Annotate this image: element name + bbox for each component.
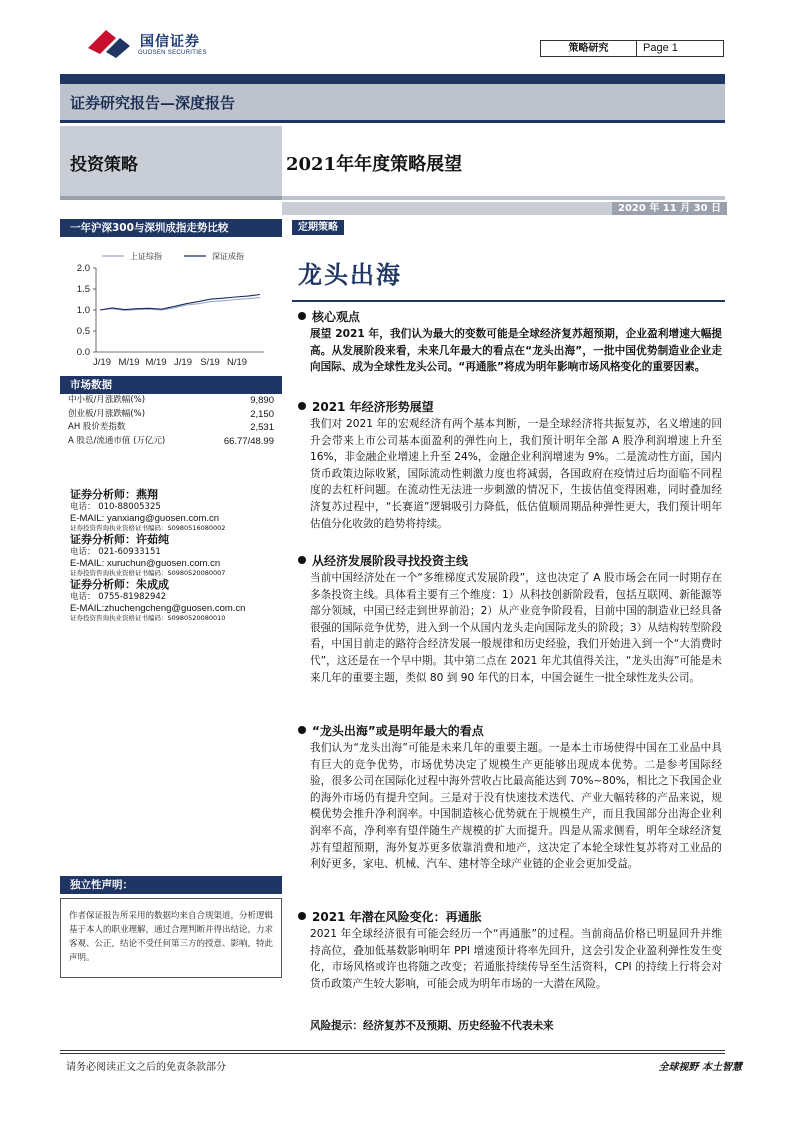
- page-number: Page 1: [643, 42, 678, 54]
- report-subtitle: 龙头出海: [298, 260, 402, 289]
- section-heading: “龙头出海”或是明年最大的看点: [298, 722, 722, 740]
- market-row: [68, 421, 274, 435]
- section-body: 2021 年全球经济很有可能会经历一个“再通胀”的过程。当前商品价格已明显回升并维持高位，叠加低基数影响明年 PPI 增速预计将率先回升，这会引发企业盈利弹性发生变化，市场风格或许也将随之改变；若通胀持续传导至生活资料，CPI 的持续上行将会对货币政策产生较大影响，可能会成为明年市场的一大潜在风险。: [310, 928, 722, 990]
- section-heading: 2021 年潜在风险变化：再通胀: [298, 908, 722, 926]
- section-body: 我们认为“龙头出海”可能是未来几年的重要主题。一是本土市场使得中国在工业品中具有巨大的竞争优势，市场优势决定了规模生产更能够出现成本优势。二是参考国际经验，很多公司在国际化过程中海外营收占比最高能达到 70%~80%，相比之下我国企业的海外市场仍有提升空间。三是对于没有快速技术迭代、产业大幅转移的产品来说，规模优势会推升净利润率。中国制造核心优势就在于规模生产，而且我国部分出海企业利润率不高，净利率有望伴随生产规模的扩大而提升。四是从需求侧看，明年全球经济复苏有望超预期，海外复苏更多依靠消费和地产，这决定了本轮全球性复苏将对工业品的利好更多，家电、机械、汽车、建材等全球产业链的企业会更加受益。: [310, 742, 722, 871]
- footer-disclaimer[interactable]: 请务必阅读正文之后的免责条款部分: [66, 1062, 226, 1073]
- logo-name-cn: 国信证券: [140, 34, 200, 50]
- analyst-phone: 电话： 021-60933151: [70, 547, 161, 557]
- report-title: 2021年年度策略展望: [286, 154, 463, 175]
- company-logo: [86, 26, 216, 62]
- x-tick-label: S/19: [200, 357, 220, 368]
- x-tick-label: J/19: [93, 357, 111, 368]
- bullet-icon: [298, 726, 306, 734]
- y-tick-label: 2.0: [76, 263, 90, 274]
- x-tick-label: J/19: [174, 357, 192, 368]
- market-label: AH 股价差指数: [68, 422, 126, 432]
- analyst-license: 证券投资咨询执业资格证书编码：S0980520080007: [70, 569, 226, 577]
- report-category: 策略研究: [541, 41, 637, 56]
- report-date: 2020 年 11 月 30 日: [612, 202, 727, 215]
- market-value: 2,531: [250, 422, 274, 433]
- section-heading: 2021 年经济形势展望: [298, 398, 722, 416]
- footer-slogan: 全球视野 本土智慧: [658, 1062, 742, 1073]
- analyst-email[interactable]: E-MAIL: yanxiang@guosen.com.cn: [70, 513, 220, 524]
- analyst-phone: 电话： 010-88005325: [70, 502, 161, 512]
- series-line-1: [100, 297, 260, 310]
- bullet-icon: [298, 912, 306, 920]
- subtitle-rule: [292, 300, 725, 302]
- analyst-block-3: [70, 578, 282, 623]
- analyst-license: 证券投资咨询执业资格证书编码：S0980516080002: [70, 524, 226, 532]
- analyst-email[interactable]: E-MAIL: xuruchun@guosen.com.cn: [70, 558, 221, 569]
- y-tick-label: 0.5: [76, 326, 90, 337]
- x-tick-label: N/19: [226, 357, 248, 368]
- market-label: A 股总/流通市值 (万亿元): [68, 435, 166, 446]
- analyst-phone: 电话： 0755-81982942: [70, 592, 167, 602]
- legend-label: 上证综指: [130, 252, 162, 261]
- x-tick-label: M/19: [118, 357, 140, 368]
- analyst-block-1: [70, 488, 282, 533]
- bullet-icon: [298, 556, 306, 564]
- section-reflation: [298, 908, 722, 992]
- section-body: 展望 2021 年，我们认为最大的变数可能是全球经济复苏超预期，企业盈利增速大幅提高。从发展阶段来看，未来几年最大的看点在“龙头出海”，一批中国优势制造业企业走向国际、成为全球性龙头公司。“再通胀”将成为明年影响市场风格变化的重要因素。: [310, 328, 722, 374]
- independence-header: 独立性声明：: [60, 876, 282, 894]
- section-economy: [298, 398, 722, 532]
- market-table: [68, 394, 274, 448]
- footer-rule: [60, 1050, 725, 1051]
- analyst-name: 证券分析师：燕翔: [70, 488, 158, 501]
- report-tag: 定期策略: [292, 220, 344, 235]
- series-line-2: [100, 295, 260, 311]
- y-tick-label: 1.0: [76, 305, 90, 316]
- legend-label: 深证成指: [212, 252, 244, 261]
- y-tick-label: 1.5: [76, 284, 90, 295]
- header-band: [60, 84, 725, 120]
- section-leaders-abroad: [298, 722, 722, 873]
- market-label: 创业板/月涨跌幅(%): [68, 408, 146, 419]
- chart-header: 一年沪深300与深圳成指走势比较: [60, 219, 282, 237]
- header-band-dark: [60, 74, 725, 84]
- independence-statement: 作者保证报告所采用的数据均来自合规渠道，分析逻辑基于本人的职业理解，通过合理判断并得出结论，力求客观、公正，结论不受任何第三方的授意、影响，特此声明。: [60, 898, 282, 978]
- section-body: 当前中国经济处在一个“多维梯度式发展阶段”，这也决定了 A 股市场会在同一时期存在多条投资主线。具体看主要有三个维度：1）从科技创新阶段看，包括互联网、新能源等部分领域，中国已经走到世界前沿；2）从产业竞争阶段看，目前中国的制造业已经具备很强的国际竞争优势，进入到一个从国内龙头走向国际龙头的阶段；3）从结构转型阶段看，中国目前走的路符合经济发展一般规律和历史经验，我们开始进入到一个“大消费时代”，这还是在一个早中期。其中第二点在 2021 年尤其值得关注，“龙头出海”可能是未来几年的重要主题，类似 80 到 90 年代的日本，中国会诞生一批全球性龙头公司。: [310, 572, 722, 684]
- analyst-email[interactable]: E-MAIL:zhuchengcheng@guosen.com.cn: [70, 603, 246, 614]
- section-label: 投资策略: [70, 155, 138, 175]
- header-divider: [60, 120, 725, 123]
- logo-mark-icon: [86, 26, 134, 60]
- section-investment-line: [298, 552, 722, 686]
- market-row: [68, 394, 274, 408]
- trend-chart: [60, 240, 282, 370]
- section-band: [60, 126, 282, 196]
- section-heading: 核心观点: [298, 308, 722, 326]
- market-value: 2,150: [250, 408, 274, 420]
- bullet-icon: [298, 312, 306, 320]
- page-header-box: [540, 40, 724, 57]
- title-rule-left: [60, 196, 282, 200]
- footer-rule: [60, 1053, 725, 1054]
- x-tick-label: M/19: [145, 357, 167, 368]
- section-heading: 从经济发展阶段寻找投资主线: [298, 552, 722, 570]
- market-value: 9,890: [250, 395, 274, 406]
- market-value: 66.77/48.99: [223, 435, 274, 447]
- market-header: 市场数据: [60, 376, 282, 394]
- section-core-view: [298, 308, 722, 376]
- y-tick-label: 0.0: [76, 347, 90, 358]
- market-label: 中小板/月涨跌幅(%): [68, 395, 146, 405]
- risk-warning: 风险提示：经济复苏不及预期、历史经验不代表未来: [310, 1020, 554, 1032]
- analyst-name: 证券分析师：许茹纯: [70, 533, 169, 546]
- title-rule: [282, 196, 725, 200]
- market-row: [68, 435, 274, 449]
- report-type: 证券研究报告—深度报告: [70, 94, 236, 112]
- section-body: 我们对 2021 年的宏观经济有两个基本判断，一是全球经济将共振复苏，名义增速的回升会带来上市公司基本面盈利的弹性向上，我们预计明年全部 A 股净利润增速上升至 16%，非金融企业增速上升至 24%，金融企业利润增速为 9%。二是流动性方面，国内货币政策边际收紧，国际流动性刺激力度也将减弱，各国政府在疫情过后均面临不同程度的去杠杆问题。在流动性无法进一步刺激的情况下，生拔估值变得困难，同时叠加经济复苏过程中，“长赛道”逻辑吸引力降低，低估值顺周期品种弹性更大，我们预计明年估值分化收敛的趋势将持续。: [310, 418, 722, 530]
- market-row: [68, 408, 274, 422]
- analyst-license: 证券投资咨询执业资格证书编码：S0980520080010: [70, 614, 226, 622]
- trend-chart-svg: [60, 240, 282, 370]
- analyst-name: 证券分析师：朱成成: [70, 578, 169, 591]
- logo-name-en: GUOSEN SECURITIES: [138, 50, 207, 56]
- bullet-icon: [298, 402, 306, 410]
- analyst-block-2: [70, 533, 282, 578]
